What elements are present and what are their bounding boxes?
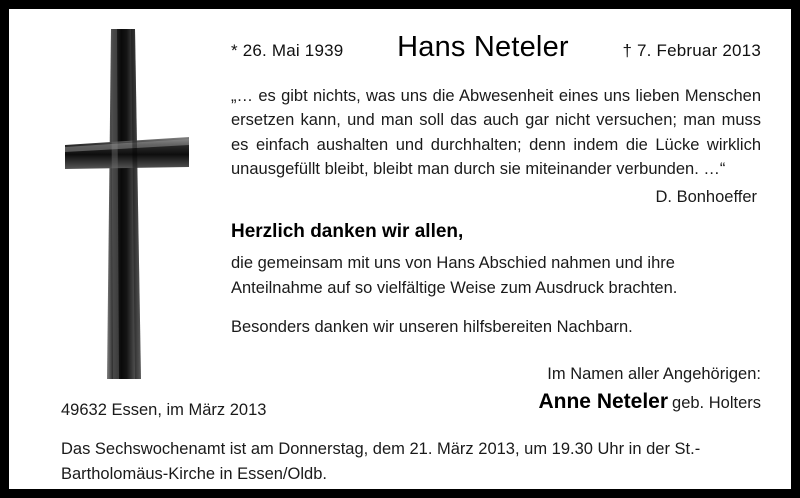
memorial-quote: „… es gibt nichts, was uns die Abwesenheit eines uns lieben Menschen ersetzen kann, und man soll das auch gar nicht versuchen; man muss es einfach aushalten und durchhalten; denn indem die Lücke wirklich unausgefüllt bleibt, bleibt man durch sie miteinander verbunden. …“ xyxy=(231,87,761,178)
thanks-heading: Herzlich danken wir allen, xyxy=(231,221,464,242)
signature-intro: Im Namen aller Angehörigen: xyxy=(547,365,761,384)
signature-name-text: Anne Neteler xyxy=(538,390,669,414)
service-announcement: Das Sechswochenamt ist am Donnerstag, dem 21. März 2013, um 19.30 Uhr in der St.-Bartholomäus-Kirche in Essen/Oldb. xyxy=(61,440,701,483)
thanks-neighbors: Besonders danken wir unseren hilfsbereiten Nachbarn. xyxy=(231,317,633,336)
thanks-body: die gemeinsam mit uns von Hans Abschied nahmen und ihre Anteilnahme auf so vielfältige Weise zum Ausdruck brachten. xyxy=(231,254,678,297)
death-date: † 7. Februar 2013 xyxy=(622,41,761,60)
place-and-date: 49632 Essen, im März 2013 xyxy=(61,401,267,419)
birth-date: * 26. Mai 1939 xyxy=(231,41,344,60)
deceased-name: Hans Neteler xyxy=(397,31,569,63)
quote-author: D. Bonhoeffer xyxy=(655,188,757,206)
signature-maiden-name: geb. Holters xyxy=(672,394,761,413)
